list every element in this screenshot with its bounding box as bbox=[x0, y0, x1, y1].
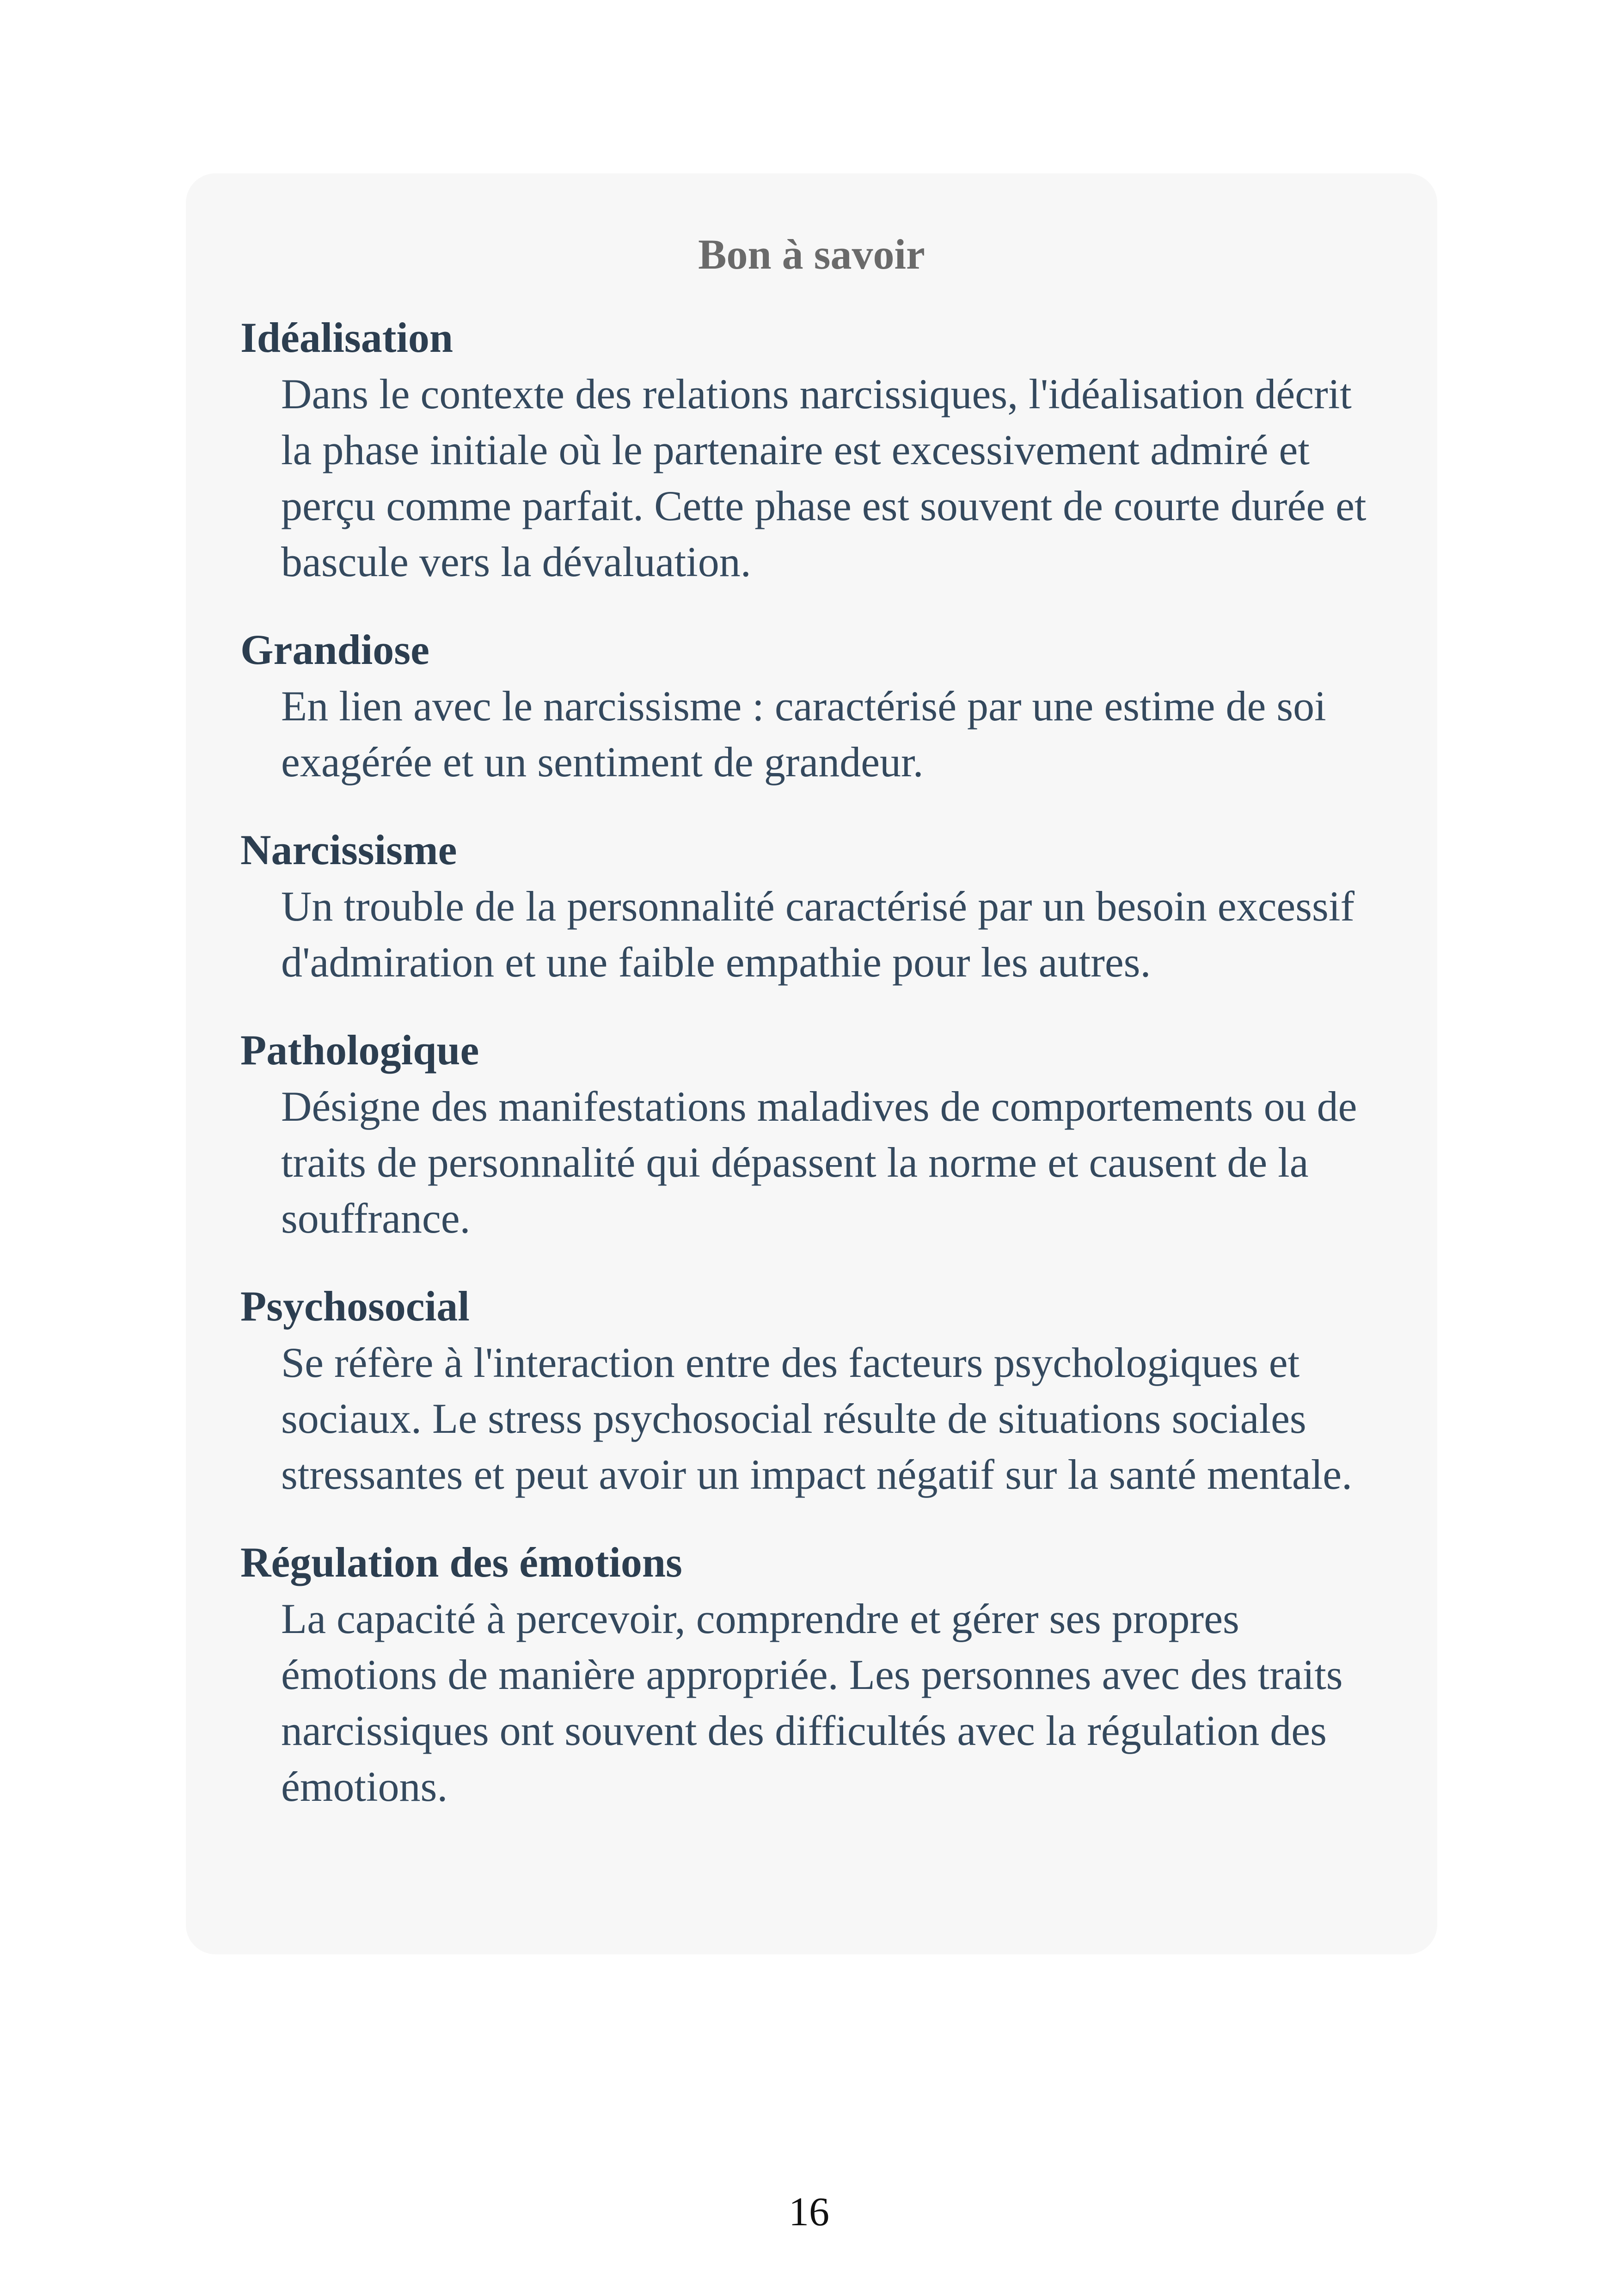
glossary-term: Psychosocial bbox=[240, 1283, 470, 1330]
box-title: Bon à savoir bbox=[698, 231, 925, 278]
glossary-term: Pathologique bbox=[240, 1026, 479, 1074]
glossary-definition: Désigne des manifestations maladives de comportements ou de traits de personnalité qui dépassent la norme et causent de la souffrance. bbox=[281, 1083, 1357, 1242]
glossary-entry bbox=[240, 822, 1383, 990]
glossary-term: Narcissisme bbox=[240, 826, 457, 873]
glossary-definition: Se réfère à l'interaction entre des facteurs psychologiques et sociaux. Le stress psychosocial résulte de situations sociales stressantes et peut avoir un impact négatif sur la santé mentale. bbox=[281, 1339, 1353, 1498]
glossary-box bbox=[186, 173, 1437, 1954]
glossary-entry bbox=[240, 1022, 1383, 1246]
glossary-entry bbox=[240, 622, 1383, 790]
glossary-term: Régulation des émotions bbox=[240, 1539, 682, 1586]
glossary-definition: La capacité à percevoir, comprendre et gérer ses propres émotions de manière appropriée. Les personnes avec des traits narcissiques ont souvent des difficultés avec la régulation des émotions. bbox=[281, 1595, 1343, 1810]
glossary-term: Idéalisation bbox=[240, 314, 454, 361]
glossary-entry bbox=[240, 1278, 1383, 1503]
glossary-definition: Dans le contexte des relations narcissiques, l'idéalisation décrit la phase initiale où le partenaire est excessivement admiré et perçu comme parfait. Cette phase est souvent de courte durée et bascule vers la dévaluation. bbox=[281, 370, 1367, 585]
glossary-entry bbox=[240, 1535, 1383, 1815]
glossary-definition: En lien avec le narcissisme : caractérisé par une estime de soi exagérée et un sentiment de grandeur. bbox=[281, 682, 1326, 786]
glossary-list bbox=[240, 310, 1383, 1815]
glossary-term: Grandiose bbox=[240, 626, 429, 673]
glossary-definition: Un trouble de la personnalité caractérisé par un besoin excessif d'admiration et une faible empathie pour les autres. bbox=[281, 883, 1355, 986]
page-number: 16 bbox=[789, 2190, 829, 2235]
glossary-entry bbox=[240, 310, 1383, 590]
